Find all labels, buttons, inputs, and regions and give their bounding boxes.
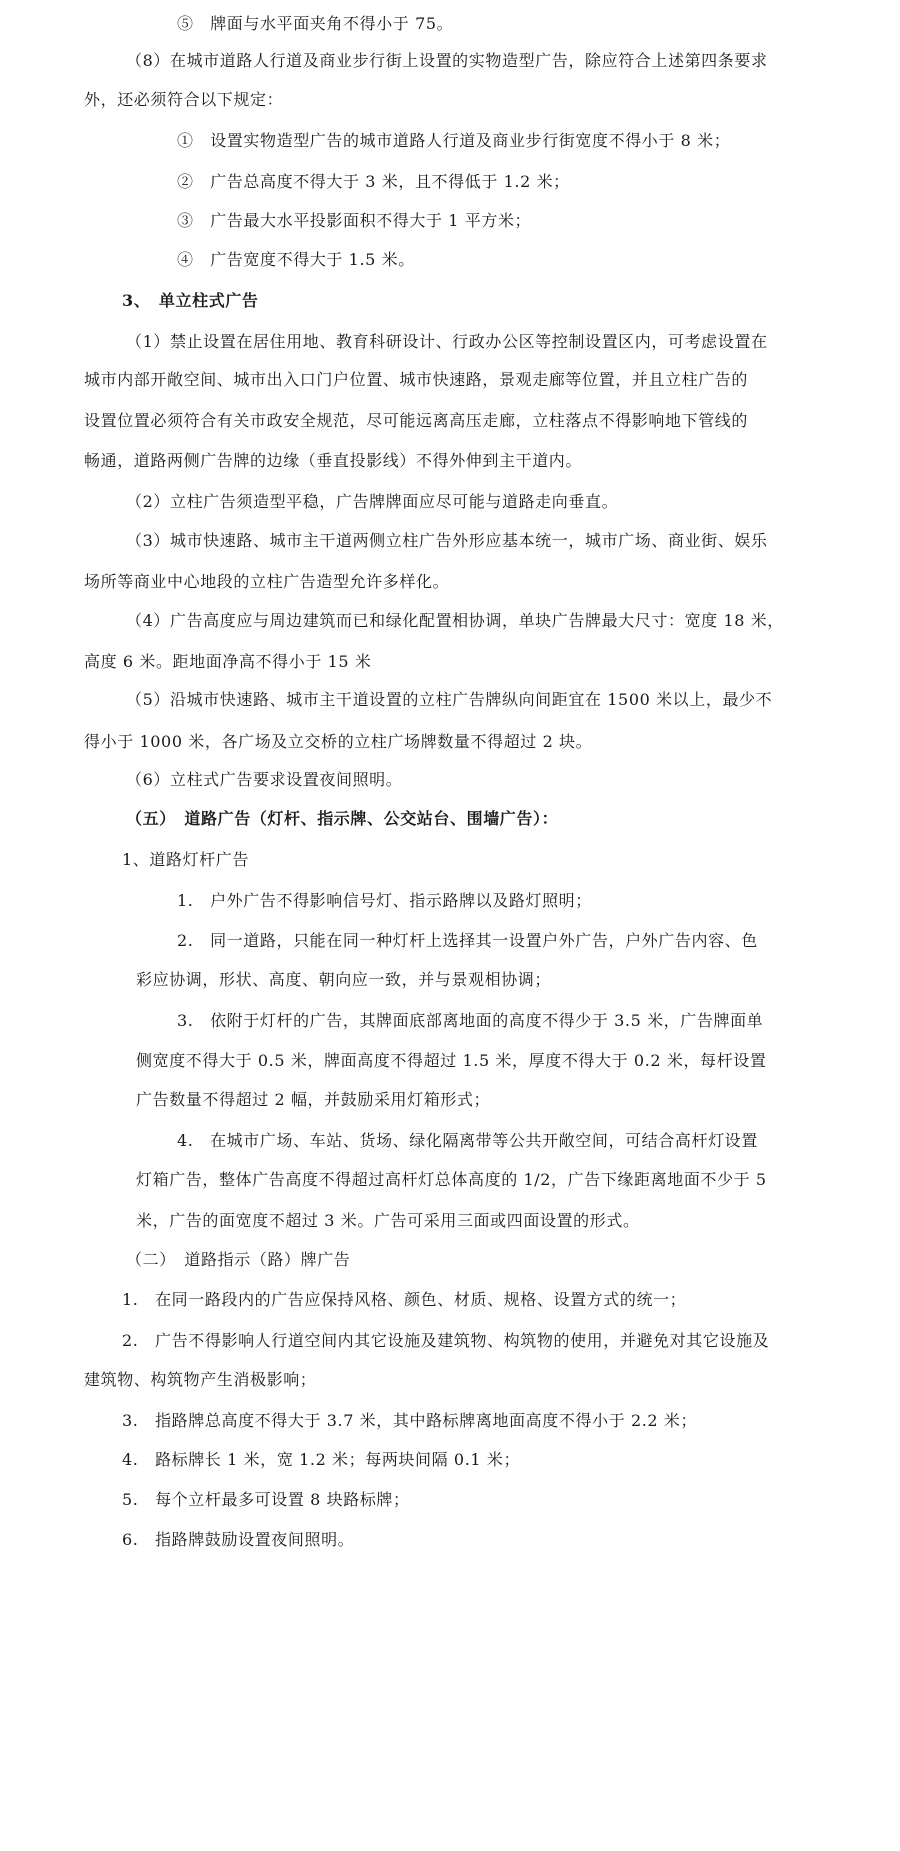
text-line: 外，还必须符合以下规定： bbox=[84, 90, 284, 109]
text-line: （4）广告高度应与周边建筑而已和绿化配置相协调，单块广告牌最大尺寸：宽度 18 米， bbox=[126, 611, 784, 630]
text-line: 3. 依附于灯杆的广告，其牌面底部离地面的高度不得少于 3.5 米，广告牌面单 bbox=[177, 1011, 764, 1030]
section-heading: （二） 道路指示（路）牌广告 bbox=[126, 1250, 351, 1269]
text-line: 城市内部开敞空间、城市出入口门户位置、城市快速路，景观走廊等位置，并且立柱广告的 bbox=[84, 370, 749, 389]
text-line: ③ 广告最大水平投影面积不得大于 1 平方米； bbox=[177, 211, 532, 230]
text-line: 1. 在同一路段内的广告应保持风格、颜色、材质、规格、设置方式的统一； bbox=[122, 1290, 687, 1309]
text-line: ① 设置实物造型广告的城市道路人行道及商业步行街宽度不得小于 8 米； bbox=[177, 131, 731, 150]
text-line: ② 广告总高度不得大于 3 米，且不得低于 1.2 米； bbox=[177, 172, 570, 191]
text-line: 4. 在城市广场、车站、货场、绿化隔离带等公共开敞空间，可结合高杆灯设置 bbox=[177, 1131, 758, 1150]
text-line: （8）在城市道路人行道及商业步行街上设置的实物造型广告，除应符合上述第四条要求 bbox=[126, 51, 768, 70]
text-line: 畅通，道路两侧广告牌的边缘（垂直投影线）不得外伸到主干道内。 bbox=[84, 451, 583, 470]
text-line: （2）立柱广告须造型平稳，广告牌牌面应尽可能与道路走向垂直。 bbox=[126, 492, 619, 511]
text-line: 米，广告的面宽度不超过 3 米。广告可采用三面或四面设置的形式。 bbox=[136, 1211, 640, 1230]
section-heading: 3、 单立柱式广告 bbox=[122, 291, 259, 310]
text-line: 灯箱广告，整体广告高度不得超过高杆灯总体高度的 1/2，广告下缘距离地面不少于 5 bbox=[136, 1170, 767, 1189]
text-line: （6）立柱式广告要求设置夜间照明。 bbox=[126, 770, 403, 789]
text-line: 5. 每个立杆最多可设置 8 块路标牌； bbox=[122, 1490, 410, 1509]
text-line: 广告数量不得超过 2 幅，并鼓励采用灯箱形式； bbox=[136, 1090, 491, 1109]
text-line: 彩应协调，形状、高度、朝向应一致，并与景观相协调； bbox=[136, 970, 552, 989]
text-line: 得小于 1000 米，各广场及立交桥的立柱广场牌数量不得超过 2 块。 bbox=[84, 732, 593, 751]
text-line: 3. 指路牌总高度不得大于 3.7 米，其中路标牌离地面高度不得小于 2.2 米； bbox=[122, 1411, 698, 1430]
text-line: （3）城市快速路、城市主干道两侧立柱广告外形应基本统一，城市广场、商业街、娱乐 bbox=[126, 531, 768, 550]
text-line: （5）沿城市快速路、城市主干道设置的立柱广告牌纵向间距宜在 1500 米以上，最少不 bbox=[126, 690, 773, 709]
text-line: 6. 指路牌鼓励设置夜间照明。 bbox=[122, 1530, 355, 1549]
text-line: 1、道路灯杆广告 bbox=[122, 850, 249, 869]
text-line: 2. 广告不得影响人行道空间内其它设施及建筑物、构筑物的使用，并避免对其它设施及 bbox=[122, 1331, 770, 1350]
text-line: 建筑物、构筑物产生消极影响； bbox=[84, 1370, 317, 1389]
text-line: 侧宽度不得大于 0.5 米，牌面高度不得超过 1.5 米，厚度不得大于 0.2 米，每杆设置 bbox=[136, 1051, 767, 1070]
text-line: 1. 户外广告不得影响信号灯、指示路牌以及路灯照明； bbox=[177, 891, 592, 910]
text-line: 设置位置必须符合有关市政安全规范，尽可能远离高压走廊，立柱落点不得影响地下管线的 bbox=[84, 411, 749, 430]
text-line: （1）禁止设置在居住用地、教育科研设计、行政办公区等控制设置区内，可考虑设置在 bbox=[126, 332, 768, 351]
text-line: 2. 同一道路，只能在同一种灯杆上选择其一设置户外广告，户外广告内容、色 bbox=[177, 931, 758, 950]
text-line: 场所等商业中心地段的立柱广告造型允许多样化。 bbox=[84, 572, 450, 591]
section-heading: （五） 道路广告（灯杆、指示牌、公交站台、围墙广告）： bbox=[126, 809, 559, 828]
text-line: 高度 6 米。距地面净高不得小于 15 米 bbox=[84, 652, 372, 671]
text-line: ⑤ 牌面与水平面夹角不得小于 75。 bbox=[177, 14, 454, 33]
text-line: ④ 广告宽度不得大于 1.5 米。 bbox=[177, 250, 415, 269]
text-line: 4. 路标牌长 1 米，宽 1.2 米；每两块间隔 0.1 米； bbox=[122, 1450, 521, 1469]
